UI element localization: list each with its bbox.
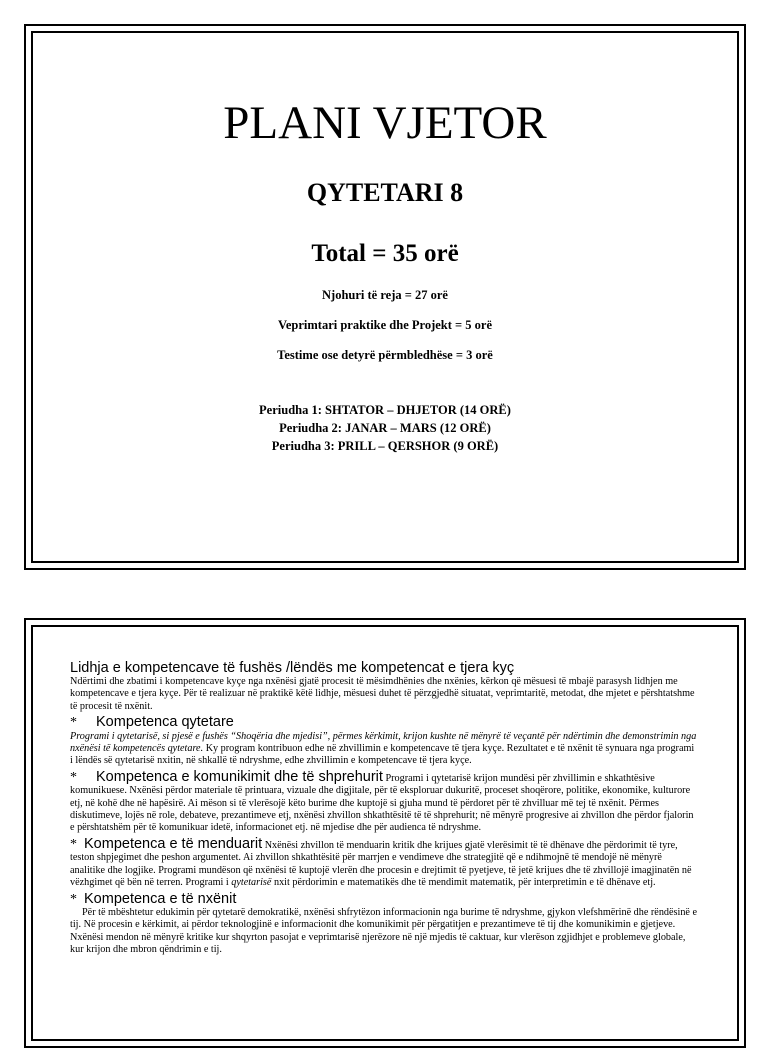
- competence-thinking: [70, 836, 698, 890]
- period-3: Periudha 3: PRILL – QERSHOR (9 ORË): [271, 439, 499, 453]
- cover-page: [24, 24, 746, 570]
- competence-civic-text: [70, 731, 698, 768]
- competence-title: Kompetenca e komunikimit dhe të shprehurit: [96, 768, 383, 785]
- competence-text-after: nxit përdorimin e matematikës dhe të mendimit matematik, për interpretimin e të dhënave etj.: [271, 877, 656, 889]
- competence-learning-text: Për të mbështetur edukimin për qytetarë demokratikë, nxënësi shfrytëzon informacionin nga burime të ndryshme, gjykon vlefshmërinë dhe rëndësinë e tij. Në procesin e kërkimit, ai përdor teknologjinë e informacionit dhe komunikimit për përgatitjen e prezantimeve të tij dhe komunikimin e gjetjeve. Nxënësi mendon në mënyrë kritike kur shqyrton pasojat e veprimtarisë njerëzore në një mjedis të caktuar, kur vlerëson zgjidhjet e problemeve globale, kur krijon dhe mbron qëndrimin e tij.: [70, 906, 698, 956]
- plan-title: PLANI VJETOR: [223, 97, 547, 149]
- competence-text: Nxënësi zhvillon të menduarin kritik dhe krijues gjatë vlerësimit të të dhënave dhe përdorimit të tyre, teston shpjegimet dhe peshon argumentet. Ai zhvillon shkathtësitë për marrjen e vendimeve dhe strategjitë që e ndihmojnë të mendojë në mënyrë analitike dhe logjike. Programi mundëson që nxënësi të kuptojë vlerën dhe procesin e drejtimit të pyetjeve, të jetë krijues dhe të zhvillojë imagjinatën në vëzhgimet që bën në terren. Programi i: [70, 839, 692, 889]
- bullet-icon: *: [70, 715, 77, 731]
- competence-title: Kompetenca qytetare: [96, 714, 234, 731]
- section-intro: Ndërtimi dhe zbatimi i kompetencave kyçe nga nxënësi gjatë procesit të mësimdhënies dhe nxënies, kërkon që mësuesi të mbajë parasysh lidhjen me kompetencave e tjera kyçe. Për të realizuar në praktikë këtë lidhje, mësuesi duhet të përzgjedhë situatat, veprimtaritë, metodat, dhe mjetet e përshtatshme të procesit të nxënit.: [70, 676, 695, 712]
- bullet-icon: *: [70, 769, 77, 785]
- practical-project-hours: Veprimtari praktike dhe Projekt = 5 orë: [277, 318, 493, 332]
- competence-text: Programi i qytetarisë krijon mundësi për zhvillimin e shkathtësive komunikuese. Nxënësi përdor materiale të printuara, vizuale dhe digjitale, për të eksploruar dukuritë, proceset shoqërore, politike, ekonomike, kulturore etj, në kohë dhe në hapësirë. Ai mëson si të vlerësojë këto burime dhe kuptojë si gjuha mund të përdoret për të zhvilluar më tej të nxënit. Përmes diskutimeve, lojës në role, debateve, prezantimeve etj, nxënësi zhvillon shkathtësitë të të shprehurit; në mënyrë progresive ai zhvillon dhe përdor fjalorin e përshtatshëm për të komunikuar idetë, informacionet etj. në mjedise dhe për audienca të ndryshme.: [70, 772, 694, 834]
- period-1: Periudha 1: SHTATOR – DHJETOR (14 ORË): [259, 403, 511, 417]
- competence-italic-word: qytetarisë: [231, 877, 272, 889]
- competence-title: Kompetenca e të nxënit: [84, 890, 237, 907]
- new-knowledge-hours: Njohuri të reja = 27 orë: [322, 288, 448, 302]
- section-heading: Lidhja e kompetencave të fushës /lëndës me kompetencat e tjera kyç: [70, 660, 515, 676]
- periods-list: [26, 401, 744, 455]
- competences-page: [24, 618, 746, 1048]
- competence-italic-text: Programi i qytetarisë, si pjesë e fushës “Shoqëria dhe mjedisi”, përmes kërkimit, krijon kushte në mënyrë të veçantë për ndërtimin dhe demonstrimin nga nxënësi të kompetencës qytetare.: [70, 730, 697, 755]
- testing-hours: Testime ose detyrë përmbledhëse = 3 orë: [277, 348, 493, 362]
- total-hours: Total = 35 orë: [311, 240, 459, 267]
- competence-civic: [70, 714, 698, 730]
- competence-text: Ky program kontribuon edhe në zhvillimin e kompetencave të tjera kyçe. Rezultatet e të nxënit të synuara nga programi i lëndës së qytetarisë nxitin, në shkallë të ndryshme, edhe zhvillimin e kompetencave të tjera kyçe.: [70, 743, 695, 767]
- bullet-icon: *: [70, 891, 77, 907]
- subject-title: QYTETARI 8: [306, 178, 464, 207]
- competences-body: [70, 660, 698, 957]
- competence-communication: [70, 769, 698, 835]
- bullet-icon: *: [70, 836, 77, 852]
- period-2: Periudha 2: JANAR – MARS (12 ORË): [279, 421, 491, 435]
- competence-learning: [70, 891, 698, 907]
- competence-title: Kompetenca e të menduarit: [84, 835, 263, 852]
